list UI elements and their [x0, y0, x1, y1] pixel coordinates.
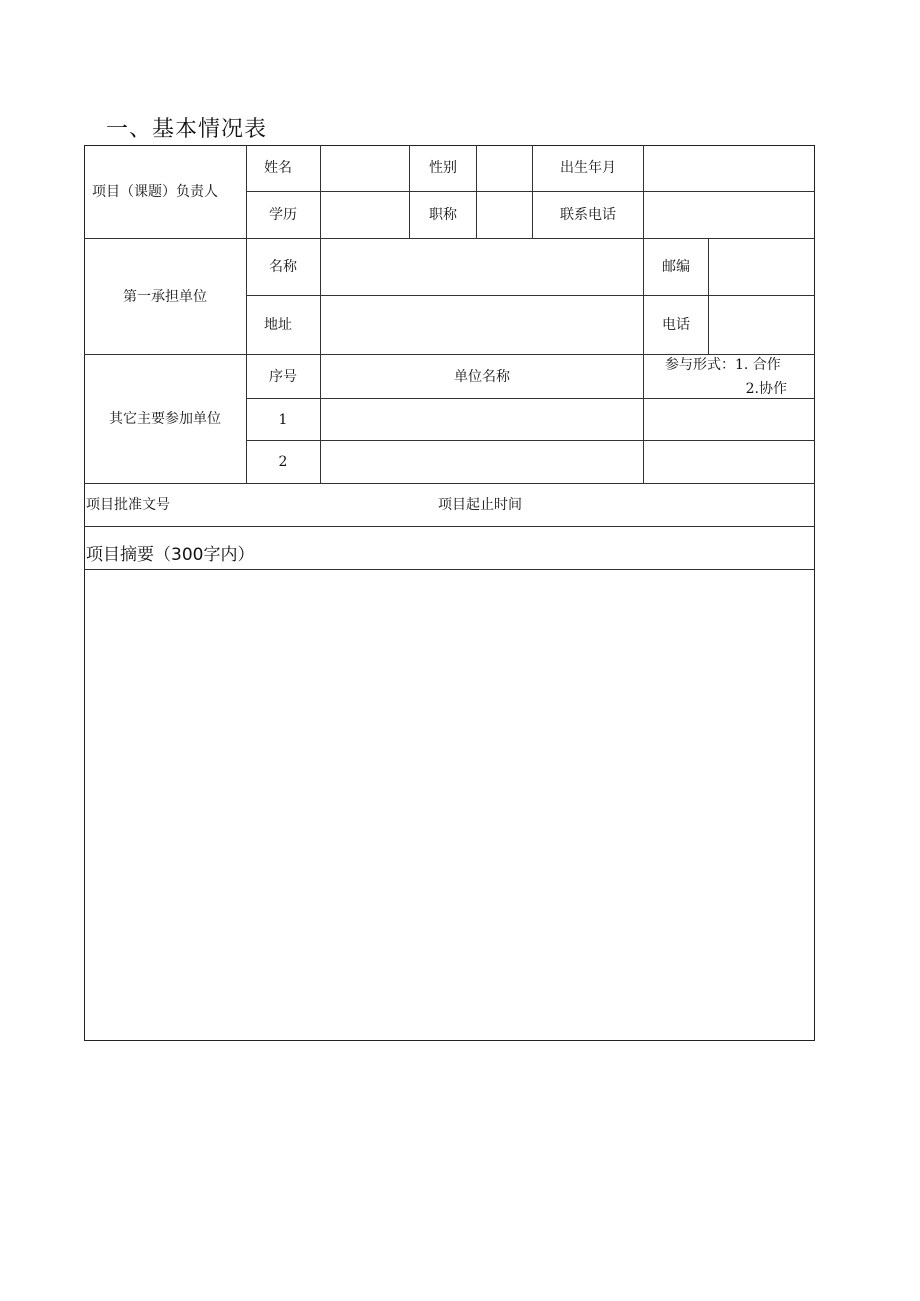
unit-name-label: 名称 [269, 259, 297, 275]
summary-label: 项目摘要（300字内） [86, 545, 255, 565]
other-units-label: 其它主要参加单位 [109, 411, 221, 427]
job-title-label: 职称 [429, 207, 457, 223]
postcode-label: 邮编 [662, 259, 690, 275]
divider [246, 440, 815, 441]
divider [708, 238, 709, 354]
leader-label: 项目（课题）负责人 [92, 184, 218, 200]
divider [84, 238, 815, 239]
divider [532, 145, 533, 238]
divider [409, 145, 410, 238]
address-label: 地址 [264, 317, 292, 333]
name-label: 姓名 [264, 160, 292, 176]
education-label: 学历 [269, 207, 297, 223]
project-period-label: 项目起止时间 [438, 497, 522, 513]
gender-label: 性别 [429, 160, 457, 176]
row-number: 2 [278, 454, 288, 470]
divider [84, 354, 815, 355]
row-number: 1 [278, 412, 288, 428]
seq-header: 序号 [269, 369, 297, 385]
divider [320, 145, 321, 483]
contact-phone-label: 联系电话 [560, 207, 616, 223]
divider [246, 295, 815, 296]
unit-phone-label: 电话 [662, 317, 690, 333]
first-unit-label: 第一承担单位 [123, 289, 207, 305]
divider [476, 145, 477, 238]
page-title: 一、基本情况表 [106, 117, 268, 142]
participation-header-cont: 2.协作 [745, 381, 787, 397]
divider [246, 145, 247, 483]
divider [84, 483, 815, 484]
divider [643, 145, 644, 483]
approval-no-label: 项目批准文号 [86, 497, 170, 513]
birth-label: 出生年月 [560, 160, 616, 176]
unit-name-header: 单位名称 [454, 369, 510, 385]
divider [246, 398, 815, 399]
participation-header: 参与形式：1. 合作 [665, 357, 781, 373]
summary-field[interactable] [85, 570, 814, 1040]
divider [84, 526, 815, 527]
divider [246, 191, 815, 192]
